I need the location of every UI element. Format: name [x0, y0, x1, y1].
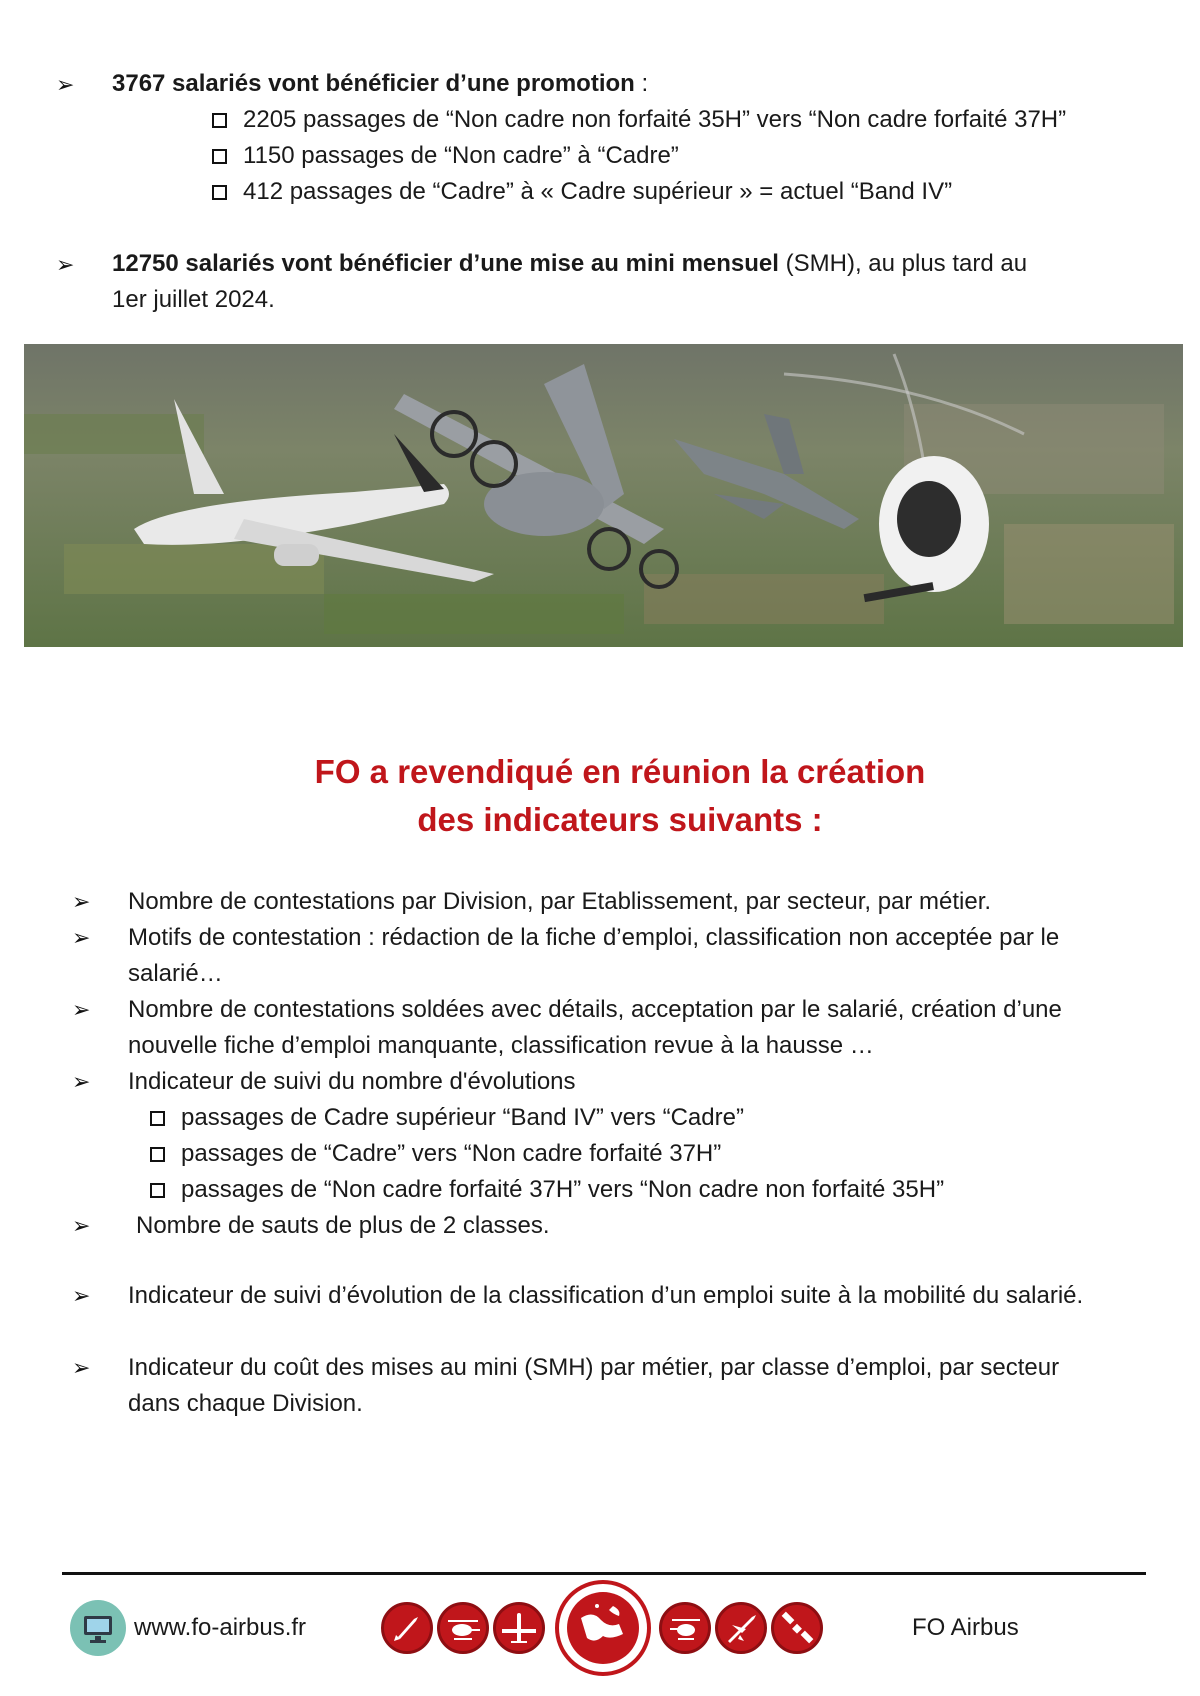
helicopter-icon	[659, 1602, 711, 1654]
promotion-lead-bold: 3767 salariés vont bénéficier d’une promotion	[112, 70, 635, 97]
smh-lead	[112, 246, 1027, 282]
indicator-item: Motifs de contestation : rédaction de la fiche d’emploi, classification non acceptée par le	[128, 924, 1060, 951]
indicator-sub-item-text: passages de “Non cadre forfaité 37H” vers “Non cadre non forfaité 35H”	[181, 1176, 945, 1203]
indicator-item: Indicateur de suivi d’évolution de la classification d’un emploi suite à la mobilité du salarié.	[128, 1282, 1084, 1309]
computer-monitor-icon	[70, 1600, 126, 1656]
airbus-aircraft-photo	[24, 344, 1183, 647]
checkbox-icon	[150, 1111, 165, 1126]
indicator-item-cont: dans chaque Division.	[128, 1390, 363, 1417]
bullet-arrow-icon: ➢	[56, 72, 75, 97]
indicator-sub-item	[150, 1100, 744, 1136]
footer-brand: FO Airbus	[912, 1614, 1019, 1641]
indicator-item-cont: salarié…	[128, 960, 223, 987]
checkbox-icon	[212, 149, 227, 164]
promotion-lead	[112, 66, 648, 102]
bullet-arrow-icon: ➢	[72, 1355, 91, 1380]
checkbox-icon	[150, 1147, 165, 1162]
smh-lead-rest: (SMH), au plus tard au	[778, 250, 1028, 277]
indicator-item: Indicateur de suivi du nombre d'évolutions	[128, 1068, 576, 1095]
checkbox-icon	[150, 1183, 165, 1198]
promotion-item-text: 1150 passages de “Non cadre” à “Cadre”	[243, 142, 679, 169]
rocket-icon	[381, 1602, 433, 1654]
headline-line1: FO a revendiqué en réunion la création	[314, 753, 926, 790]
globe-icon	[555, 1580, 651, 1676]
smh-lead-bold: 12750 salariés vont bénéficier d’une mise au mini mensuel	[112, 250, 779, 277]
indicator-sub-item	[150, 1172, 944, 1208]
bullet-arrow-icon: ➢	[56, 252, 75, 277]
airplane-icon	[493, 1602, 545, 1654]
indicator-item-cont: nouvelle fiche d’emploi manquante, classification revue à la hausse …	[128, 1032, 874, 1059]
indicator-sub-item	[150, 1136, 721, 1172]
smh-line2: 1er juillet 2024.	[112, 286, 275, 313]
promotion-item-text: 412 passages de “Cadre” à « Cadre supérieur » = actuel “Band IV”	[243, 178, 953, 205]
bullet-arrow-icon: ➢	[72, 1069, 91, 1094]
promotion-lead-rest: :	[634, 70, 649, 97]
satellite-icon	[771, 1602, 823, 1654]
indicator-sub-item-text: passages de “Cadre” vers “Non cadre forfaité 37H”	[181, 1140, 722, 1167]
bullet-arrow-icon: ➢	[72, 997, 91, 1022]
promotion-item-text: 2205 passages de “Non cadre non forfaité 35H” vers “Non cadre forfaité 37H”	[243, 106, 1067, 133]
jet-icon	[715, 1602, 767, 1654]
bullet-arrow-icon: ➢	[72, 925, 91, 950]
indicator-item: Nombre de contestations par Division, par Etablissement, par secteur, par métier.	[128, 888, 992, 915]
promotion-item	[212, 174, 952, 210]
indicator-item: Nombre de sauts de plus de 2 classes.	[136, 1212, 550, 1239]
indicator-item: Indicateur du coût des mises au mini (SMH) par métier, par classe d’emploi, par secteur	[128, 1354, 1060, 1381]
promotion-item	[212, 102, 1066, 138]
indicator-sub-item-text: passages de Cadre supérieur “Band IV” vers “Cadre”	[181, 1104, 744, 1131]
bullet-arrow-icon: ➢	[72, 1283, 91, 1308]
checkbox-icon	[212, 113, 227, 128]
helicopter-icon	[437, 1602, 489, 1654]
footer-divider	[62, 1572, 1146, 1575]
bullet-arrow-icon: ➢	[72, 889, 91, 914]
website-link[interactable]: www.fo-airbus.fr	[134, 1614, 307, 1641]
bullet-arrow-icon: ➢	[72, 1213, 91, 1238]
promotion-item	[212, 138, 679, 174]
checkbox-icon	[212, 185, 227, 200]
indicator-item: Nombre de contestations soldées avec détails, acceptation par le salarié, création d’une	[128, 996, 1062, 1023]
headline-line2: des indicateurs suivants :	[417, 801, 823, 838]
